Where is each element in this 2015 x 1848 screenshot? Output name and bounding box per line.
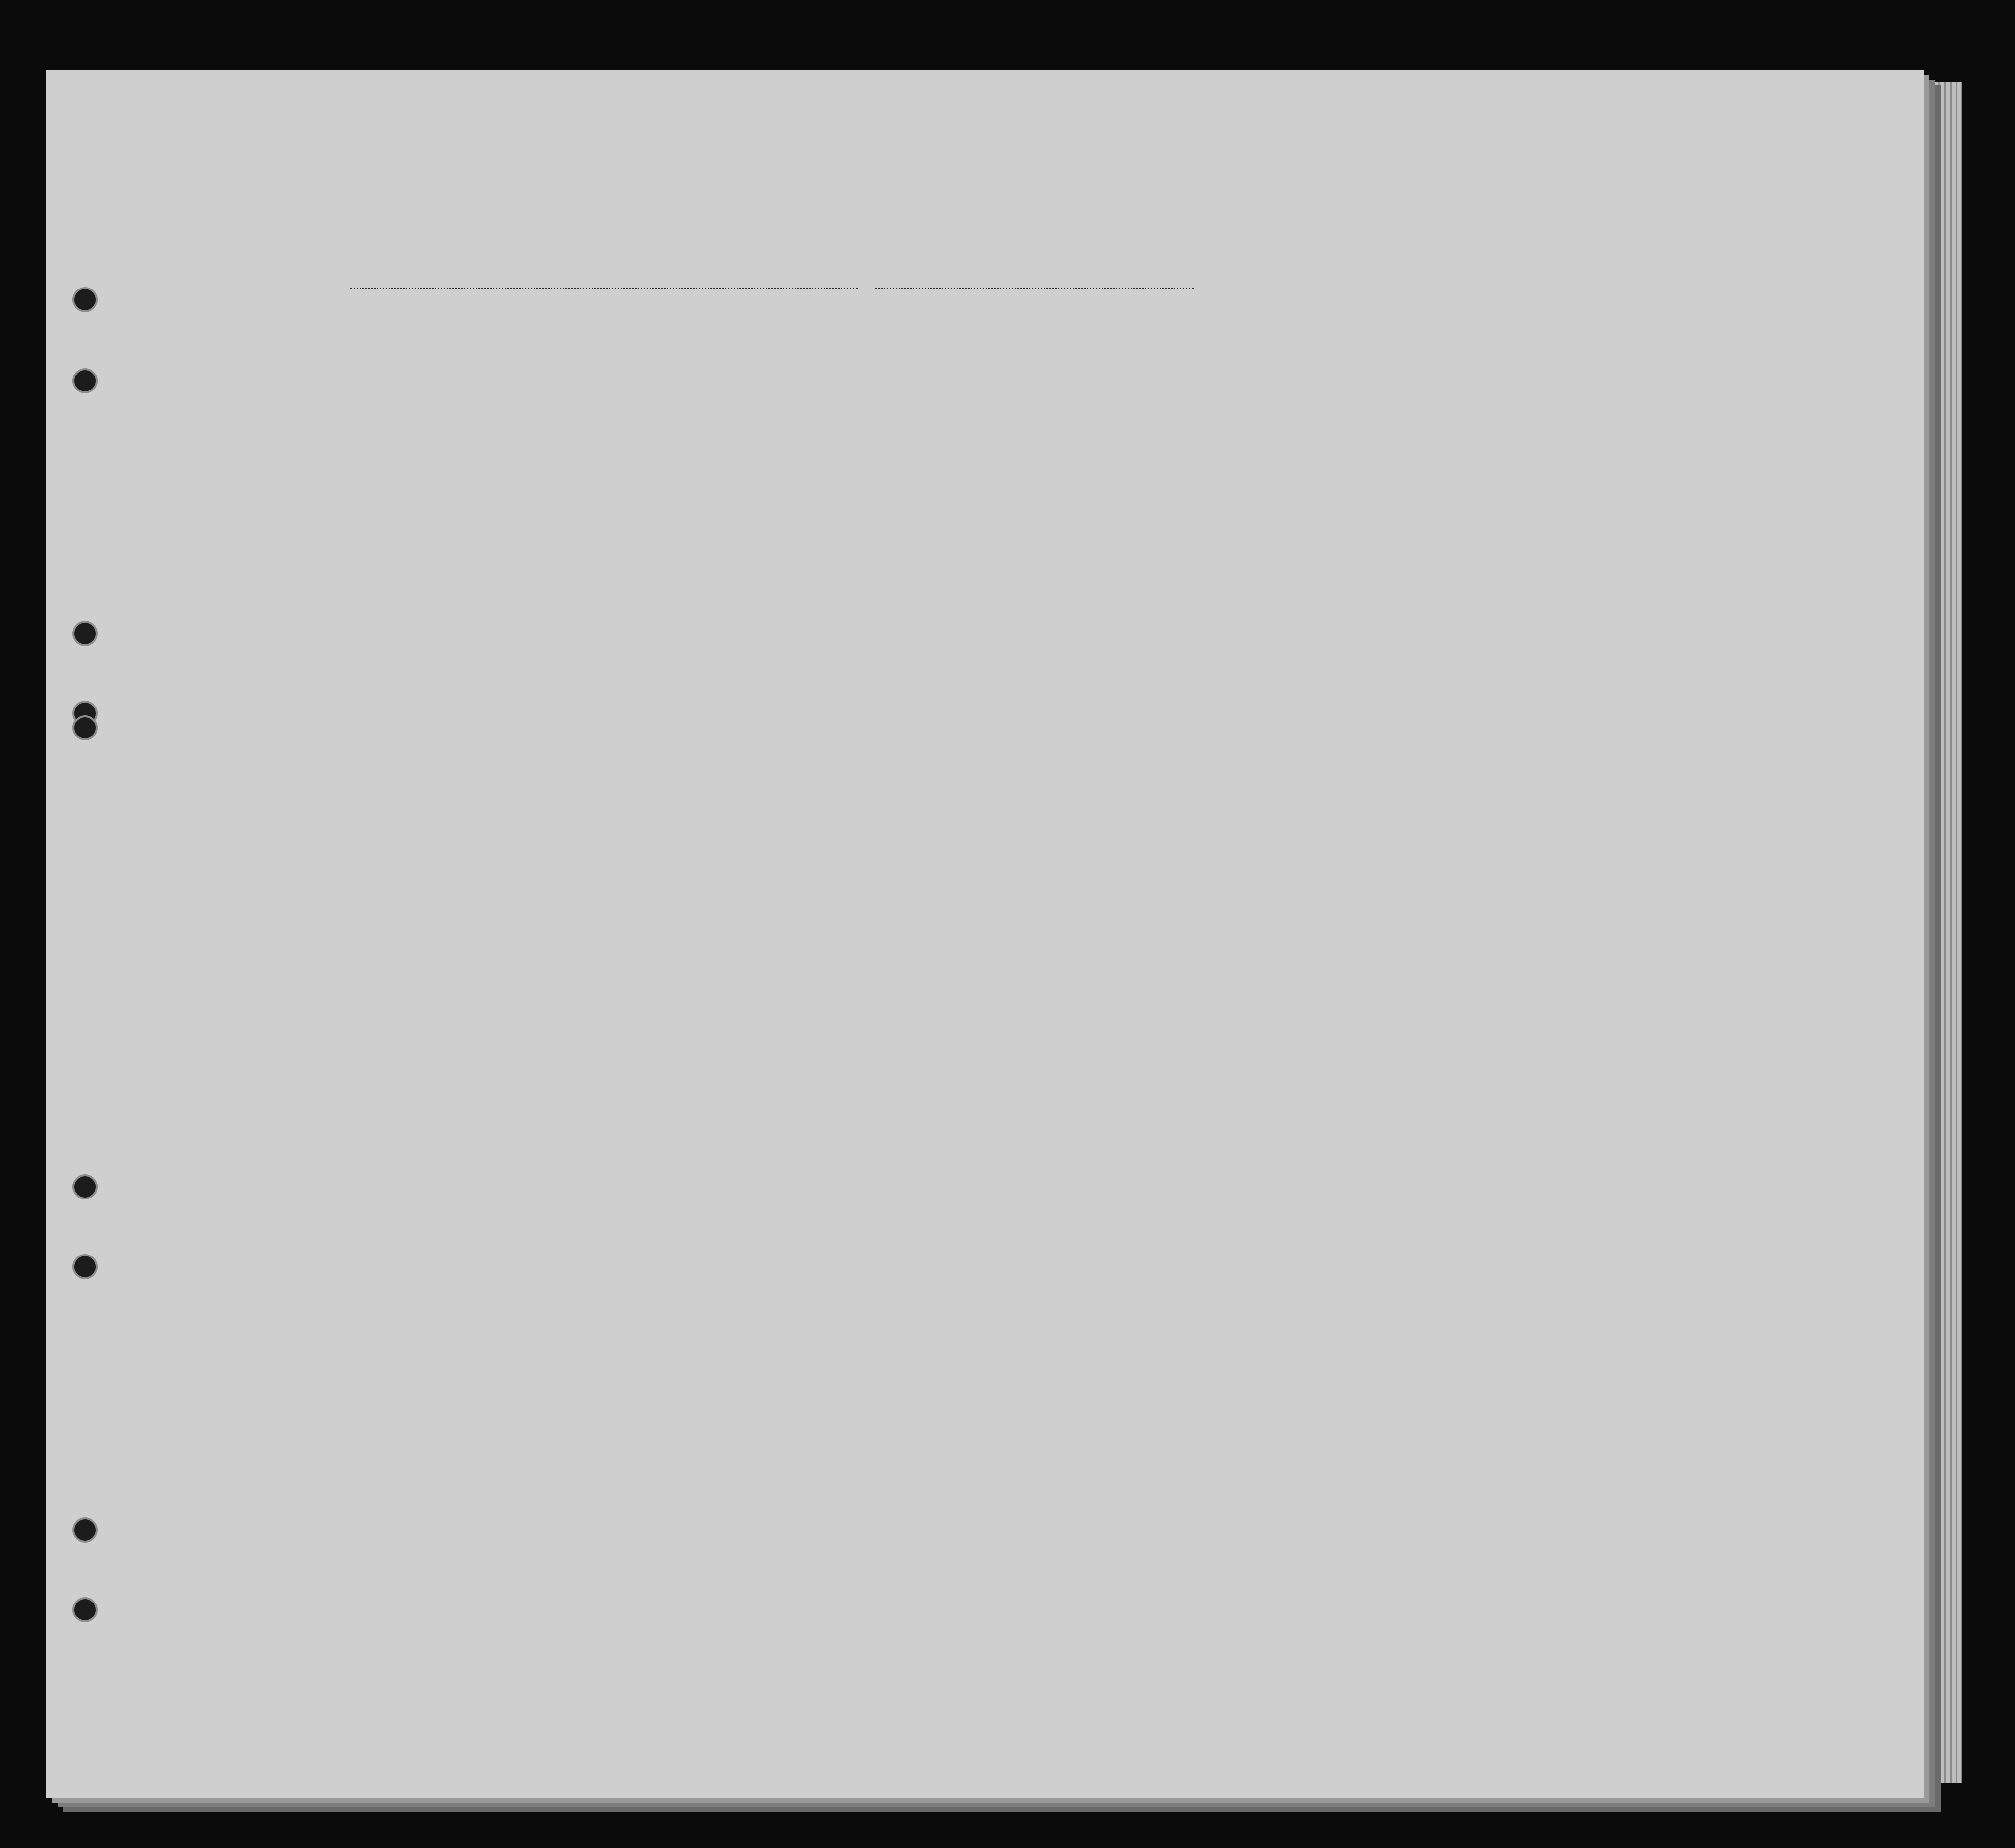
punch-hole [72, 715, 98, 740]
punch-hole [72, 1517, 98, 1543]
punch-hole [72, 1254, 98, 1279]
punch-hole [72, 1174, 98, 1199]
port-line [350, 288, 858, 289]
punch-hole [72, 1597, 98, 1622]
punch-hole [72, 621, 98, 646]
punch-hole [72, 368, 98, 393]
date-line [875, 288, 1194, 289]
punch-hole [72, 287, 98, 312]
